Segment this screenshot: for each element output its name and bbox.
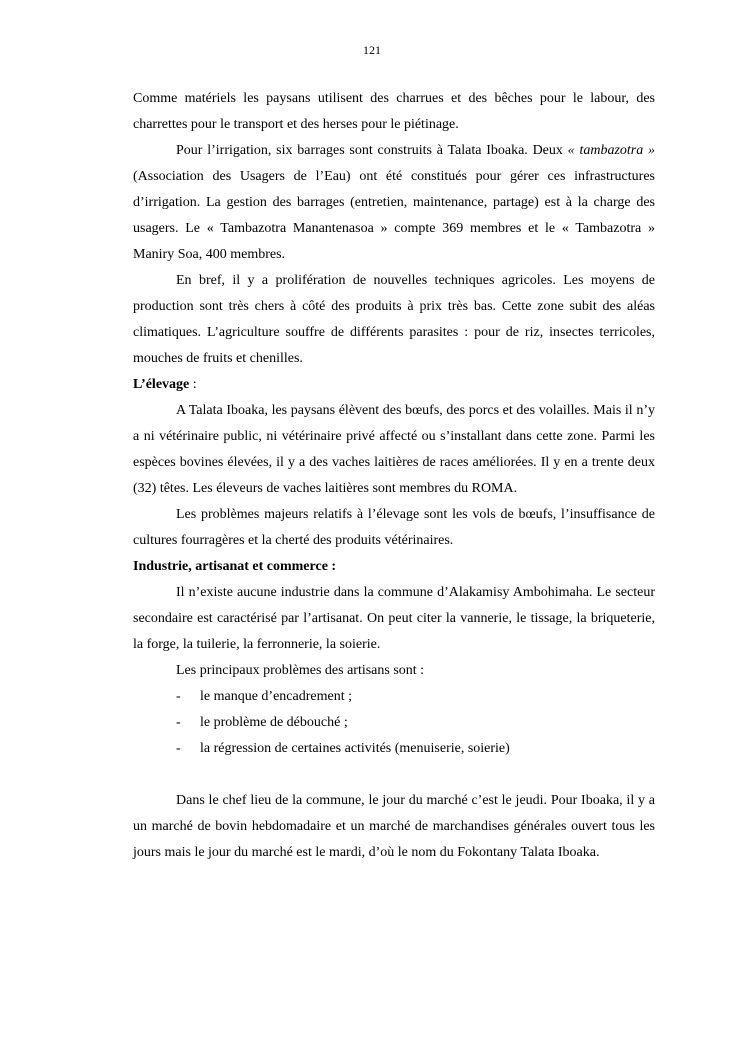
heading-elevage	[133, 372, 655, 398]
paragraph-problemes-elevage: Les problèmes majeurs relatifs à l’élevage sont les vols de bœufs, l’insuffisance de cultures fourragères et la cherté des produits vétérinaires.	[133, 507, 655, 548]
document-body	[133, 86, 655, 866]
heading-industrie: Industrie, artisanat et commerce :	[133, 559, 337, 574]
paragraph-problemes-artisans: Les principaux problèmes des artisans sont :	[176, 663, 425, 678]
problems-list	[133, 684, 655, 762]
paragraph-irrigation	[133, 138, 655, 268]
list-item	[133, 684, 655, 710]
paragraph-industrie: Il n’existe aucune industrie dans la commune d’Alakamisy Ambohimaha. Le secteur secondaire est caractérisé par l’artisanat. On peut citer la vannerie, le tissage, la briqueterie, la forge, la tuilerie, la ferronnerie, la soierie.	[133, 585, 655, 652]
paragraph-irrigation-intro: Pour l’irrigation, six barrages sont construits à Talata Iboaka. Deux	[176, 143, 568, 158]
page-number: 121	[363, 43, 381, 57]
paragraph-materiels: Comme matériels les paysans utilisent des charrues et des bêches pour le labour, des charrettes pour le transport et des herses pour le piétinage.	[133, 91, 655, 132]
list-dash: -	[176, 741, 181, 756]
paragraph-elevage: A Talata Iboaka, les paysans élèvent des bœufs, des porcs et des volailles. Mais il n’y a ni vétérinaire public, ni vétérinaire privé affecté ou s’installant dans cette zone. Parmi les espèces bovines élevées, il y a des vaches laitières de races améliorées. Il y en a trente deux (32) têtes. Les éleveurs de vaches laitières sont membres du ROMA.	[133, 403, 655, 496]
list-dash: -	[176, 689, 181, 704]
list-item	[133, 710, 655, 736]
list-item	[133, 736, 655, 762]
term-tambazotra: « tambazotra »	[567, 143, 655, 158]
heading-elevage-title: L’élevage	[133, 377, 190, 392]
list-item-text: le problème de débouché ;	[200, 715, 348, 730]
list-dash: -	[176, 715, 181, 730]
paragraph-marche: Dans le chef lieu de la commune, le jour du marché c’est le jeudi. Pour Iboaka, il y a un marché de bovin hebdomadaire et un marché de marchandises générales ouvert tous les jours mais le jour du marché est le mardi, d’où le nom du Fokontany Talata Iboaka.	[133, 793, 655, 860]
list-item-text: la régression de certaines activités (menuiserie, soierie)	[200, 741, 510, 756]
paragraph-en-bref: En bref, il y a prolifération de nouvelles techniques agricoles. Les moyens de production sont très chers à côté des produits à prix très bas. Cette zone subit des aléas climatiques. L’agriculture souffre de différents parasites : pour de riz, insectes terricoles, mouches de fruits et chenilles.	[133, 273, 655, 366]
blank-line	[133, 762, 655, 788]
list-item-text: le manque d’encadrement ;	[200, 689, 352, 704]
heading-elevage-suffix: :	[189, 377, 197, 392]
paragraph-irrigation-rest: (Association des Usagers de l’Eau) ont été constitués pour gérer ces infrastructures d’irrigation. La gestion des barrages (entretien, maintenance, partage) est à la charge des usagers. Le « Tambazotra Manantenasoa » compte 369 membres et le « Tambazotra » Maniry Soa, 400 membres.	[133, 169, 655, 262]
